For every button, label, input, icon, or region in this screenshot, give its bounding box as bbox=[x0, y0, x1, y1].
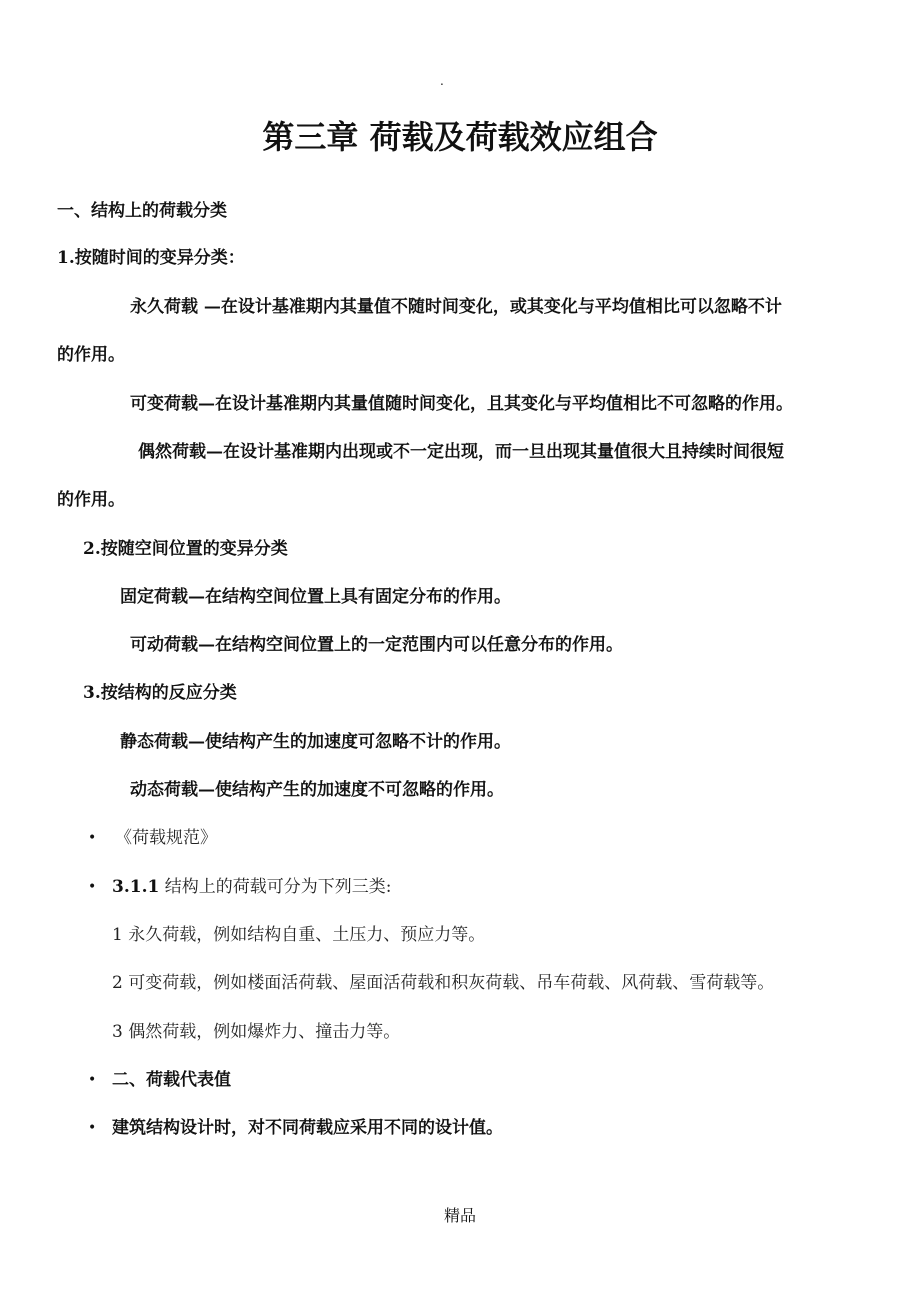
bullet-icon: • bbox=[88, 1120, 97, 1136]
paragraph-static-load: 静态荷载—使结构产生的加速度可忽略不计的作用。 bbox=[120, 732, 511, 752]
bullet-icon: • bbox=[88, 830, 97, 846]
paragraph-design-value: 建筑结构设计时，对不同荷载应采用不同的设计值。 bbox=[112, 1118, 503, 1138]
section-heading-1: 一、结构上的荷载分类 bbox=[57, 201, 227, 221]
bullet-clause-3-1-1 bbox=[112, 876, 391, 898]
clause-number: 3.1.1 bbox=[112, 877, 160, 897]
bullet-load-code: 《荷载规范》 bbox=[115, 828, 217, 848]
list-item-variable: 2 可变荷载，例如楼面活荷载、屋面活荷载和积灰荷载、吊车荷载、风荷载、雪荷载等。 bbox=[112, 973, 775, 993]
section-heading-2: 二、荷载代表值 bbox=[112, 1070, 231, 1090]
paragraph-accidental-load-line2: 的作用。 bbox=[57, 490, 125, 510]
paragraph-permanent-load-line1: 永久荷载 —在设计基准期内其量值不随时间变化，或其变化与平均值相比可以忽略不计 bbox=[130, 297, 782, 317]
paragraph-fixed-load: 固定荷载—在结构空间位置上具有固定分布的作用。 bbox=[120, 587, 511, 607]
subsection-heading-3: 3.按结构的反应分类 bbox=[83, 683, 237, 703]
bullet-icon: • bbox=[88, 879, 97, 895]
paragraph-dynamic-load: 动态荷载—使结构产生的加速度不可忽略的作用。 bbox=[130, 780, 504, 800]
page-title: 第三章 荷载及荷载效应组合 bbox=[262, 118, 658, 156]
list-item-accidental: 3 偶然荷载，例如爆炸力、撞击力等。 bbox=[112, 1022, 401, 1042]
top-mark: . bbox=[440, 74, 444, 88]
paragraph-permanent-load-line2: 的作用。 bbox=[57, 345, 125, 365]
paragraph-variable-load: 可变荷载—在设计基准期内其量值随时间变化，且其变化与平均值相比不可忽略的作用。 bbox=[130, 394, 793, 414]
page-footer: 精品 bbox=[443, 1206, 476, 1225]
clause-text: 结构上的荷载可分为下列三类: bbox=[159, 877, 392, 897]
paragraph-movable-load: 可动荷载—在结构空间位置上的一定范围内可以任意分布的作用。 bbox=[130, 635, 623, 655]
subsection-heading-2: 2.按随空间位置的变异分类 bbox=[83, 539, 288, 559]
paragraph-accidental-load-line1: 偶然荷载—在设计基准期内出现或不一定出现，而一旦出现其量值很大且持续时间很短 bbox=[138, 442, 784, 462]
bullet-icon: • bbox=[88, 1072, 97, 1088]
list-item-permanent: 1 永久荷载，例如结构自重、土压力、预应力等。 bbox=[112, 925, 486, 945]
subsection-heading-1: 1.按随时间的变异分类： bbox=[57, 248, 245, 268]
